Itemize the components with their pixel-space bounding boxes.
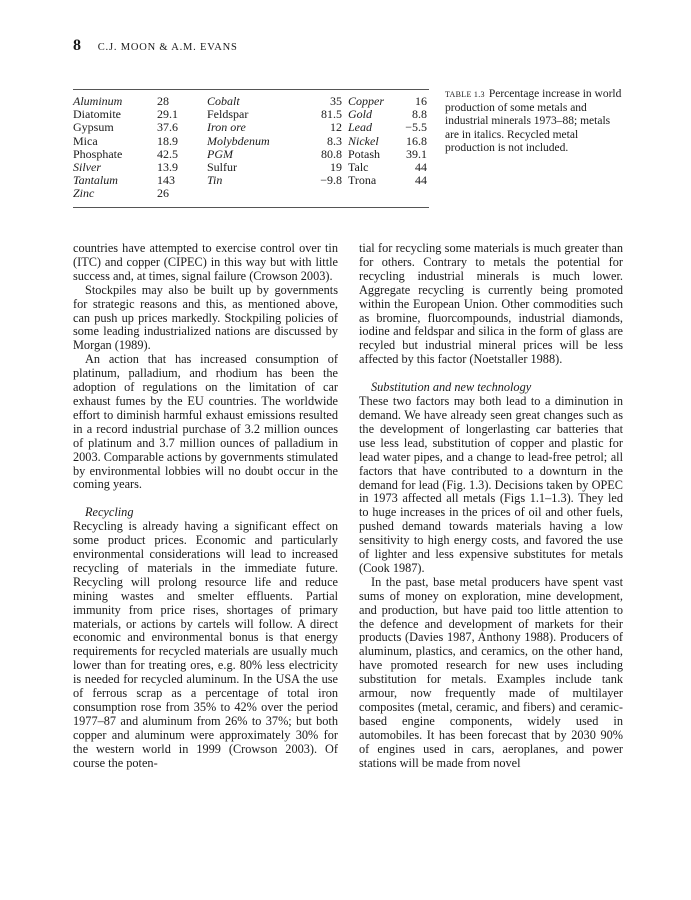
mineral-name: Lead [348, 120, 372, 135]
mineral-name: Trona [348, 173, 377, 188]
mineral-name: Aluminum [73, 94, 123, 108]
percentage-value: 29.1 [157, 107, 178, 122]
table-row [73, 135, 427, 148]
mineral-name: Nickel [348, 133, 379, 148]
paragraph: In the past, base metal producers have spent vast sums of money on exploration, mine development, and production, but have paid too little attention to the defence and development of markets for their products (Davies 1987, Anthony 1988). Producers of aluminum, plastics, and ceramics, on the other hand, have promoted research for new uses including substitution for metals. Examples include tank armour, now frequently made of multilayer composites (metal, ceramic, and fibers) and ceramic-based engine components, widely used in automobiles. It has been forecast that by 2030 90% of engines used in cars, aeroplanes, and power stations will be made from novel [359, 574, 623, 770]
percentage-value: 28 [157, 94, 169, 108]
percentage-value: 81.5 [321, 107, 342, 122]
minerals-table-block [73, 89, 429, 208]
mineral-name: Zinc [73, 186, 95, 201]
right-text-column [359, 242, 623, 771]
running-header-authors: C.J. MOON & A.M. EVANS [97, 42, 238, 53]
percentage-value: 16 [415, 94, 427, 108]
percentage-value: −5.5 [405, 120, 427, 135]
mineral-name [348, 187, 403, 200]
percentage-value: 80.8 [321, 146, 342, 161]
table-bottom-rule [73, 207, 429, 208]
percentage-value: 12 [330, 120, 342, 135]
percentage-value: 44 [415, 160, 427, 175]
percentage-value: 35 [330, 94, 342, 108]
minerals-table [73, 95, 427, 201]
table-row [73, 174, 427, 187]
percentage-value: 39.1 [406, 146, 427, 161]
paragraph: An action that has increased consumption of platinum, palladium, and rhodium has been the adoption of regulations on the limitation of car exhaust fumes by the EU countries. The worldwide effort to diminish harmful exhaust emissions resulted in a record industrial purchase of 3.2 million ounces of platinum and 3.7 million ounces of palladium in 2003. Comparable actions by governments stimulated by environmental lobbies will no doubt occur in the coming years. [73, 352, 339, 492]
table-caption [445, 88, 625, 156]
paragraph: tial for recycling some materials is much greater than for others. Contrary to metals the potential for recycling industrial minerals is much lower. Aggregate recycling is currently being promoted within the European Union. Other commodities such as bromine, fluorcompounds, industrial diamonds, iodine and feldspar and silica in the form of glass are recyled but industrial mineral prices will be less affected by this factor (Noetstaller 1988). [359, 241, 623, 367]
left-text-column [73, 242, 338, 771]
mineral-name [207, 187, 302, 200]
mineral-name: Iron ore [207, 120, 246, 135]
mineral-name: Gold [348, 107, 372, 122]
percentage-value: 13.9 [157, 160, 178, 175]
running-header [73, 37, 238, 55]
section-heading-substitution: Substitution and new technology [371, 380, 532, 395]
table-row [73, 148, 427, 161]
percentage-value [403, 187, 427, 200]
table-caption-text: Percentage increase in world production of some metals and industrial minerals 1973–88; metals are in italics. Recycled metal production is not included. [445, 88, 622, 155]
percentage-value: 44 [415, 173, 427, 188]
table-row [73, 95, 427, 108]
page-number: 8 [73, 37, 82, 54]
mineral-name: Tin [207, 173, 223, 188]
mineral-name: Silver [73, 160, 101, 175]
table-row [73, 108, 427, 121]
mineral-name: Talc [348, 160, 369, 175]
mineral-name: Mica [73, 133, 98, 148]
percentage-value: 18.9 [157, 133, 178, 148]
paragraph: Stockpiles may also be built up by governments for strategic reasons and this, as mentioned above, can push up prices markedly. Stockpiling policies of some leading industrialized nations are discussed by Morgan (1989). [73, 282, 338, 353]
mineral-name: Potash [348, 146, 381, 161]
percentage-value: 19 [330, 160, 342, 175]
percentage-value [302, 187, 348, 200]
percentage-value: 143 [157, 173, 175, 188]
mineral-name: Diatomite [73, 107, 121, 122]
mineral-name: Cobalt [207, 94, 240, 108]
mineral-name: Tantalum [73, 173, 118, 188]
section-heading-recycling: Recycling [85, 505, 134, 520]
table-row [73, 187, 427, 200]
table-top-rule [73, 89, 429, 90]
table-row [73, 121, 427, 134]
mineral-name: Gypsum [73, 120, 114, 135]
percentage-value: 37.6 [157, 120, 178, 135]
paragraph: These two factors may both lead to a diminution in demand. We have already seen great changes such as the development of longerlasting car batteries that use less lead, substitution of copper and plastic for lead water pipes, and a change to lead-free petrol; all factors that have contributed to a downturn in the demand for lead (Fig. 1.3). Decisions taken by OPEC in 1973 affected all metals (Figs 1.1–1.3). They led to huge increases in the prices of oil and other fuels, pushed demand towards materials having a low sensitivity to high energy costs, and favored the use of lighter and less expensive substitutes for metals (Cook 1987). [359, 394, 623, 575]
mineral-name: Phosphate [73, 146, 123, 161]
percentage-value: 26 [157, 186, 169, 201]
mineral-name: PGM [207, 146, 233, 161]
percentage-value: 8.8 [412, 107, 427, 122]
percentage-value: −9.8 [320, 173, 342, 188]
percentage-value: 42.5 [157, 146, 178, 161]
mineral-name: Sulfur [207, 160, 237, 175]
mineral-name: Molybdenum [207, 133, 270, 148]
table-caption-label: TABLE 1.3 [445, 90, 485, 99]
percentage-value: 16.8 [406, 133, 427, 148]
mineral-name: Feldspar [207, 107, 249, 122]
paragraph: countries have attempted to exercise control over tin (ITC) and copper (CIPEC) in this way but with little success and, at times, signal failure (Crowson 2003). [73, 241, 338, 283]
paragraph: Recycling is already having a significant effect on some product prices. Economic and particularly environmental considerations will lead to increased recycling of materials in the immediate future. Recycling will prolong resource life and reduce mining wastes and smelter effluents. Partial immunity from price rises, shortages of primary materials, or actions by cartels will follow. A direct economic and environmental bonus is that energy requirements for recycled materials are usually much lower than for treating ores, e.g. 80% less electricity is needed for recycled aluminum. In the USA the use of ferrous scrap as a percentage of total iron consumption rose from 35% to 42% over the period 1977–87 and aluminum from 26% to 37%; but both copper and aluminum were approximately 30% for the western world in 1999 (Crowson 2003). Of course the poten- [73, 519, 338, 770]
mineral-name: Copper [348, 94, 384, 108]
percentage-value: 8.3 [327, 133, 342, 148]
